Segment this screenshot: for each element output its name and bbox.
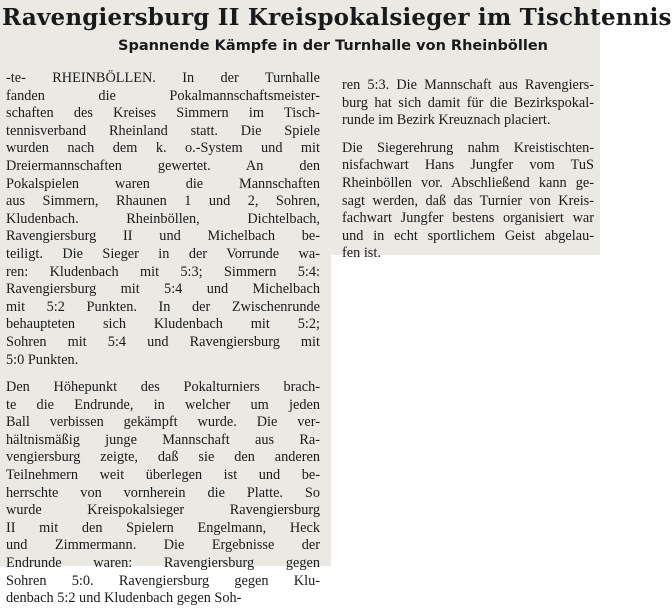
text-line: 5:0 Punkten. [6,351,79,368]
text-line: Ravengiersburg II und Michelbach be- [6,228,320,245]
text-line: fachwart Jungfer bestens organisiert war [342,210,594,227]
text-line: nisfachwart Hans Jungfer vom TuS [342,157,594,174]
text-line: Rheinböllen vor. Abschließend kann ge- [342,174,594,191]
text-line: herrschte von vornherein die Platte. So [6,484,320,501]
text-line: Teilnehmern weit überlegen ist und be- [6,467,320,484]
text-line: fanden die Pokalmannschaftsmeister- [6,87,320,104]
text-line: teiligt. Die Sieger in der Vorrunde wa- [6,245,320,262]
text-line: te die Endrunde, in welcher um jeden [6,396,320,413]
text-line: Sohren mit 5:4 und Ravengiersburg mit [6,333,320,350]
text-line: und in echt sportlichem Geist abgelau- [342,227,594,244]
text-line: denbach 5:2 und Kludenbach gegen Soh- [6,590,242,607]
text-line: und Zimmermann. Die Ergebnisse der [6,537,320,554]
paragraph-intro [6,70,320,369]
text-line: Die Siegerehrung nahm Kreistischten- [342,139,594,156]
column-right [342,77,594,263]
column-left [6,70,320,608]
headline: Ravengiersburg II Kreispokalsieger im Tischtennis [2,4,672,31]
text-line: tennisverband Rheinland statt. Die Spiele [6,122,320,139]
text-line: wurde Kreispokalsieger Ravengiersburg [6,502,320,519]
text-line: behaupteten sich Kludenbach mit 5:2; [6,316,320,333]
paragraph-qualification [342,77,594,130]
text-line: II mit den Spielern Engelmann, Heck [6,519,320,536]
text-line: sagt werden, daß das Turnier von Kreis- [342,192,594,209]
text-line: Ravengiersburg mit 5:4 und Michelbach [6,281,320,298]
text-line: mit 5:2 Punkten. In der Zwischenrunde [6,298,320,315]
text-line: aus Simmern, Rhaunen 1 und 2, Sohren, [6,193,320,210]
text-line: schaften des Kreises Simmern im Tisch- [6,105,320,122]
text-line: ren 5:3. Die Mannschaft aus Ravengiers- [342,77,594,93]
text-line: ren: Kludenbach mit 5:3; Simmern 5:4: [6,263,320,280]
subheadline: Spannende Kämpfe in der Turnhalle von Rheinböllen [118,38,548,54]
text-line: Pokalspielen waren die Mannschaften [6,175,320,192]
text-line: wurden nach dem k. o.-System und mit [6,140,320,157]
text-line: -te- RHEINBÖLLEN. In der Turnhalle [6,70,320,86]
text-line: burg hat sich damit für die Bezirkspokal- [342,94,594,111]
text-line: runde im Bezirk Kreuznach placiert. [342,112,551,129]
paragraph-final-round [6,379,320,608]
blank-area [331,255,600,566]
text-line: Kludenbach. Rheinböllen, Dichtelbach, [6,210,320,227]
text-line: fen ist. [342,245,381,262]
text-line: Den Höhepunkt des Pokalturniers brach- [6,379,320,396]
text-line: Ball verbissen gekämpft wurde. Die ver- [6,414,320,431]
text-line: Endrunde waren: Ravengiersburg gegen [6,555,320,572]
text-line: vengiersburg zeigte, daß sie den anderen [6,449,320,466]
paragraph-ceremony [342,140,594,263]
text-line: hältnismäßig junge Mannschaft aus Ra- [6,431,320,448]
text-line: Sohren 5:0. Ravengiersburg gegen Klu- [6,572,320,589]
text-line: Dreiermannschaften gewertet. An den [6,157,320,174]
